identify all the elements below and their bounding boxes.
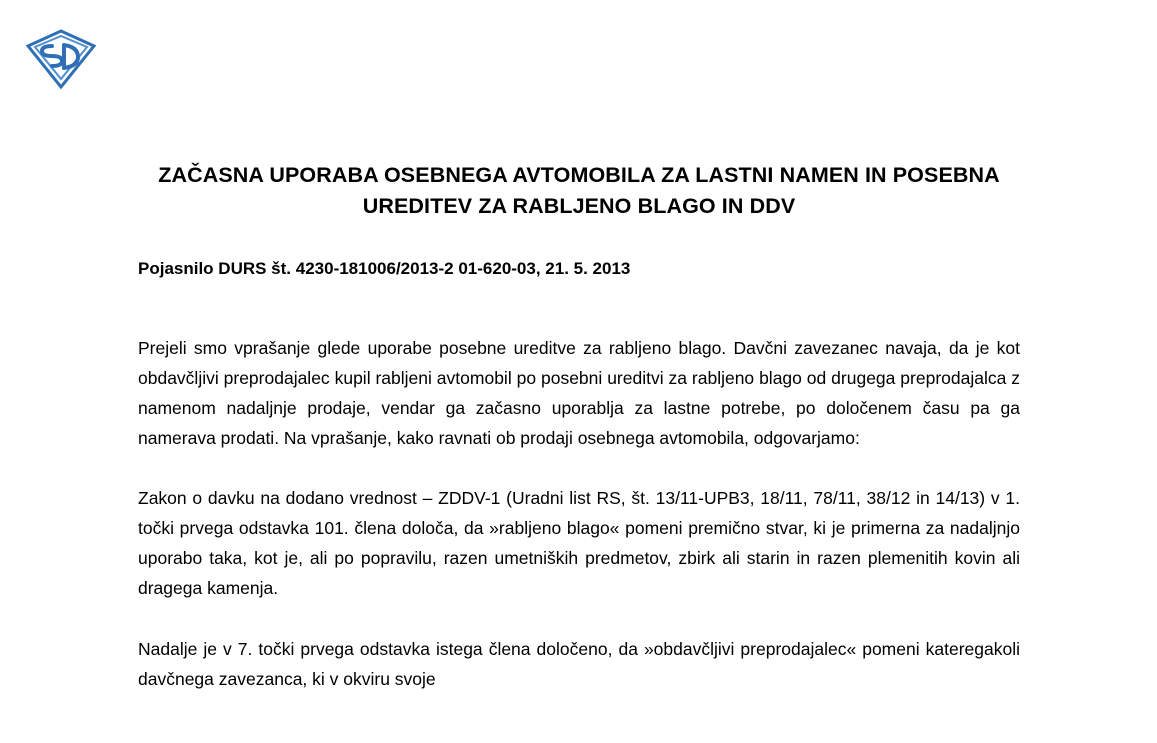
paragraph-2: Zakon o davku na dodano vrednost – ZDDV-1 (Uradni list RS, št. 13/11-UPB3, 18/11, 78/11, 38/12 in 14/13) v 1. točki prvega odstavka 101. člena določa, da »rabljeno blago« pomeni premično stvar, ki je primerna za nadaljnjo uporabo taka, kot je, ali po popravilu, razen umetniških predmetov, zbirk ali starin in razen plemenitih kovin ali dragega kamenja. bbox=[138, 488, 1020, 599]
document-subtitle: Pojasnilo DURS št. 4230-181006/2013-2 01-620-03, 21. 5. 2013 bbox=[138, 259, 631, 279]
page-title: ZAČASNA UPORABA OSEBNEGA AVTOMOBILA ZA LASTNI NAMEN IN POSEBNA UREDITEV ZA RABLJENO BLAGO IN DDV bbox=[158, 163, 1000, 218]
durs-logo bbox=[22, 28, 100, 90]
document-body bbox=[138, 160, 1020, 711]
paragraph-1: Prejeli smo vprašanje glede uporabe posebne ureditve za rabljeno blago. Davčni zavezanec navaja, da je kot obdavčljivi preprodajalec kupil rabljeni avtomobil po posebni ureditvi za rabljeno blago od drugega preprodajalca z namenom nadaljnje prodaje, vendar ga začasno uporablja za lastne potrebe, po določenem času pa ga namerava prodati. Na vprašanje, kako ravnati ob prodaji osebnega avtomobila, odgovarjamo: bbox=[138, 337, 1020, 449]
paragraph-3: Nadalje je v 7. točki prvega odstavka istega člena določeno, da »obdavčljivi preprodajalec« pomeni kateregakoli davčnega zavezanca, ki v okviru svoje bbox=[138, 638, 1020, 689]
